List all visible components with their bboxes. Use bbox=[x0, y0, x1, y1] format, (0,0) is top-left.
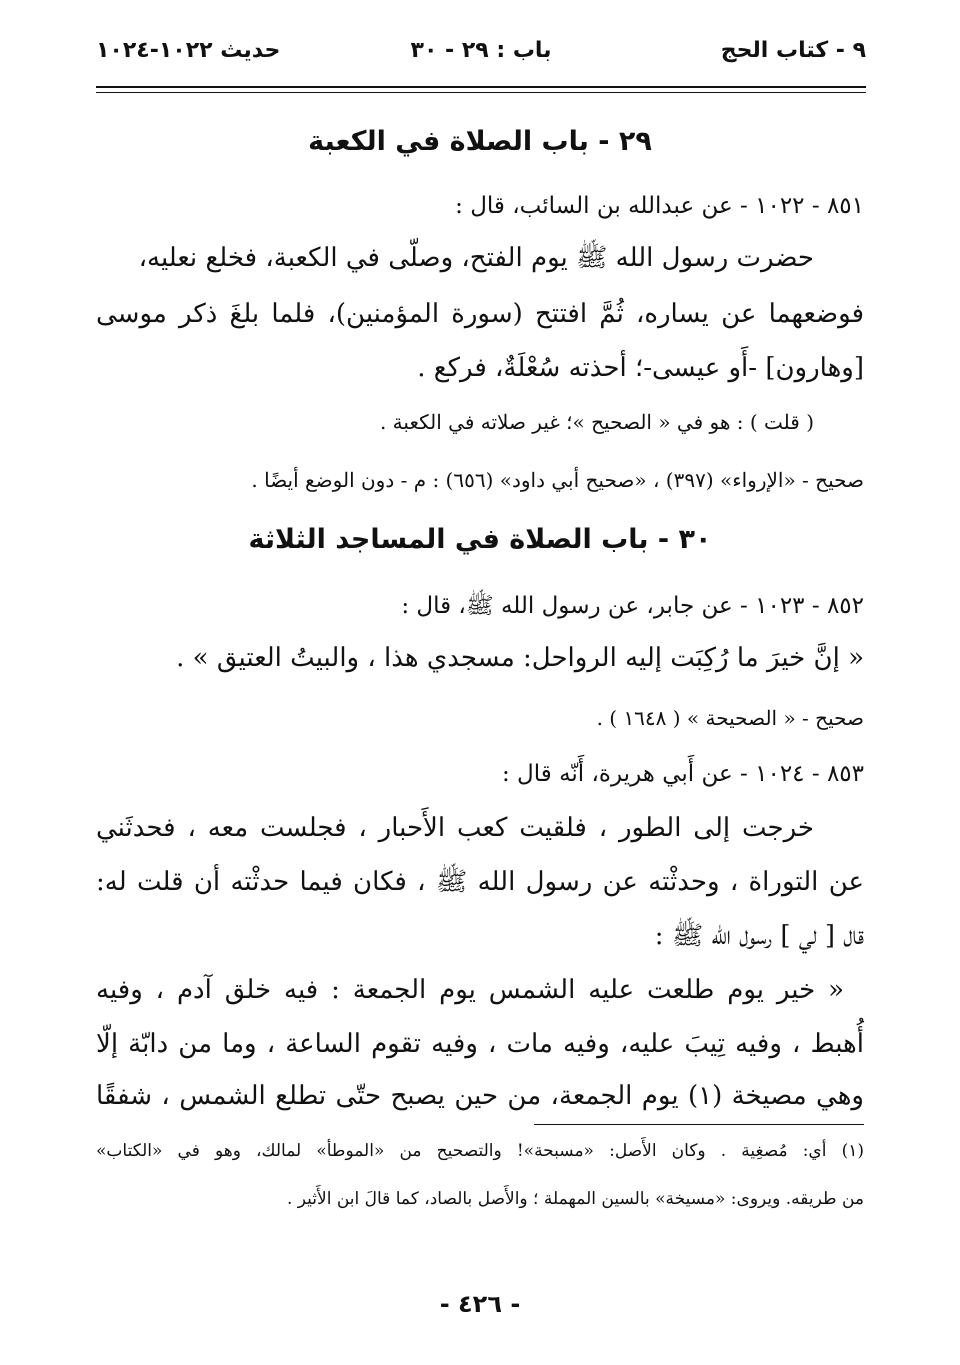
page-number: - ٤٢٦ - bbox=[439, 1290, 521, 1318]
hadith-grading: صحيح - «الإرواء» (٣٩٧) ، «صحيح أبي داود» (٦٥٦) : م - دون الوضع أيضًا . bbox=[251, 468, 864, 492]
footnote-separator bbox=[534, 1124, 864, 1125]
editor-note: ( قلت ) : هو في « الصحيح »؛ غير صلاته في الكعبة . bbox=[379, 410, 814, 434]
header-hadith-range: حديث ١٠٢٢-١٠٢٤ bbox=[96, 38, 281, 63]
hadith-text-line: [وهارون] -أَو عيسى-؛ أحذته سُعْلَةٌ، فركع . bbox=[417, 353, 864, 383]
hadith-isnad-853: ٨٥٣ - ١٠٢٤ - عن أَبي هريرة، أَنّه قال : bbox=[501, 761, 864, 787]
hadith-text-line: وهي مصيخة (١) يوم الجمعة، من حين يصبح حتّى تطلع الشمس ، شفقًا bbox=[96, 1081, 864, 1111]
chapter-title-29: ٢٩ - باب الصلاة في الكعبة bbox=[308, 126, 652, 157]
footnote-line: (١) أي: مُصغِية . وكان الأَصل: «مسبحة»! والتصحيح من «الموطأ» لمالك، وهو في «الكتاب» bbox=[96, 1141, 864, 1161]
header-book-title: ٩ - كتاب الحج bbox=[720, 38, 866, 63]
header-chapter-range: باب : ٢٩ - ٣٠ bbox=[410, 38, 552, 63]
chapter-title-30: ٣٠ - باب الصلاة في المساجد الثلاثة bbox=[248, 524, 712, 555]
hadith-text-line: فوضعهما عن يساره، ثُمَّ افتتح (سورة المؤمنين)، فلما بلغَ ذكر موسى bbox=[96, 299, 864, 329]
footnote-line: من طريقه. ويروى: «مسيخة» بالسين المهملة ؛ والأَصل بالصاد، كما قالَ ابن الأَثير . bbox=[286, 1189, 864, 1209]
hadith-text-line: عن التوراة ، وحدثْته عن رسول الله ﷺ ، فكان فيما حدثْته أن قلت له: bbox=[96, 867, 864, 897]
hadith-text-line: خرجت إلى الطور ، فلقيت كعب الأَحبار ، فجلست معه ، فحدثَني bbox=[96, 813, 814, 843]
hadith-text-line: « إنَّ خيرَ ما رُكِبَت إليه الرواحل: مسجدي هذا ، والبيتُ العتيق » . bbox=[176, 643, 864, 673]
running-header bbox=[96, 38, 866, 78]
hadith-isnad-852: ٨٥٢ - ١٠٢٣ - عن جابر، عن رسول الله ﷺ، قال : bbox=[401, 593, 864, 619]
hadith-isnad-851: ٨٥١ - ١٠٢٢ - عن عبدالله بن السائب، قال : bbox=[455, 193, 864, 219]
hadith-grading: صحيح - « الصحيحة » ( ١٦٤٨ ) . bbox=[596, 706, 864, 730]
header-rule-thick bbox=[96, 86, 866, 88]
hadith-text-line: قال [ لي ] رسول الله ﷺ : bbox=[654, 921, 864, 951]
hadith-text-line: حضرت رسول الله ﷺ يوم الفتح، وصلّى في الكعبة، فخلع نعليه، bbox=[138, 243, 814, 273]
hadith-text-line: أُهبط ، وفيه تِيبَ عليه، وفيه مات ، وفيه تقوم الساعة ، وما من دابّة إلّا bbox=[96, 1029, 864, 1059]
header-rule-thin bbox=[96, 92, 866, 93]
hadith-text-line: « خير يوم طلعت عليه الشمس يوم الجمعة : فيه خلق آدم ، وفيه bbox=[96, 975, 844, 1005]
